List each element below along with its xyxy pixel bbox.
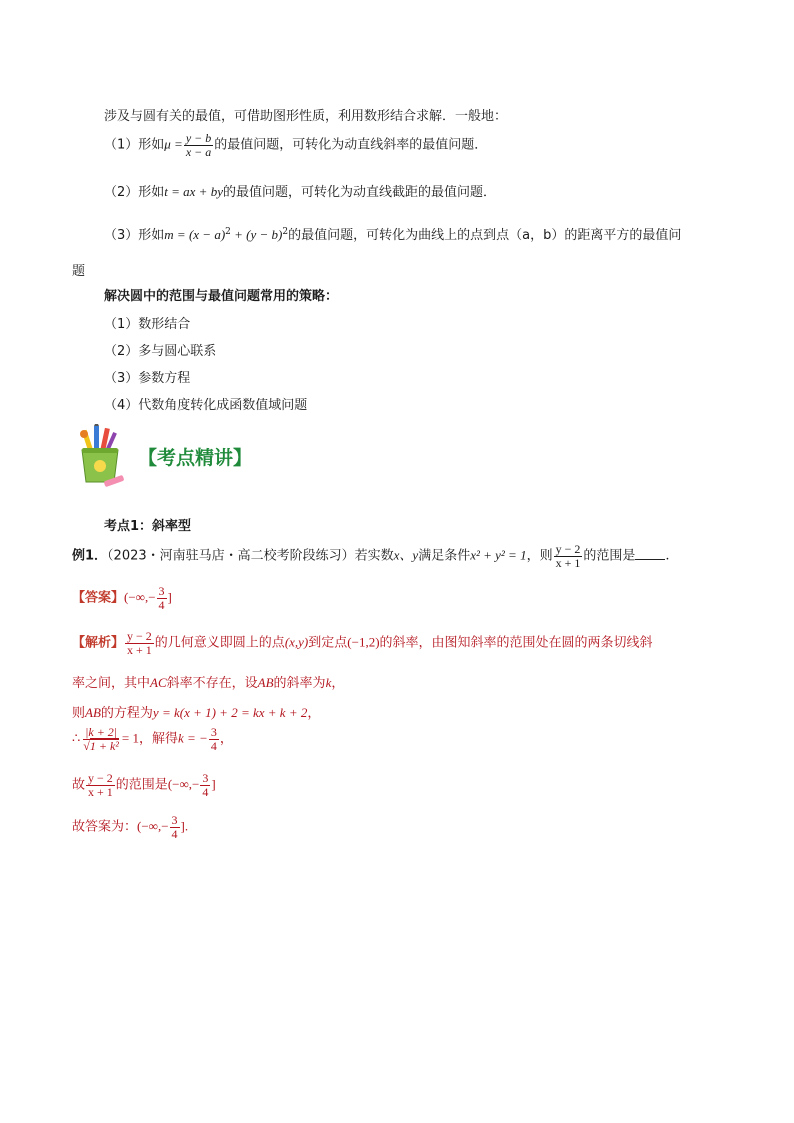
analysis-line-5 (72, 772, 216, 798)
fraction (81, 726, 121, 752)
item-text: 的最值问题，可转化为动直线斜率的最值问题． (214, 137, 488, 153)
section-title: 【考点精讲】 (138, 447, 253, 469)
analysis-line-1 (72, 630, 653, 656)
analysis-line-6 (72, 814, 188, 840)
math-point: (x,y) (284, 634, 309, 650)
sqrt-radicand: 1 + k² (89, 738, 119, 753)
fraction-denominator (81, 740, 121, 753)
analysis-text: 到定点 (308, 635, 348, 651)
fraction-numerator: 3 (158, 584, 165, 598)
analysis-text: ， (331, 676, 345, 691)
example-text: 的范围是 (583, 548, 636, 564)
example-text: ，则 (526, 548, 553, 564)
range-close: ]. (180, 818, 189, 834)
fraction-denominator: 4 (158, 597, 165, 612)
fraction-numerator: 3 (210, 725, 217, 739)
answer-value-close: ] (167, 589, 172, 605)
fraction-numerator: y − 2 (127, 629, 152, 643)
analysis-line-4 (72, 726, 233, 752)
fraction (170, 814, 180, 840)
item-prefix: （1）形如 (104, 137, 165, 153)
analysis-text: 则 (72, 706, 86, 721)
fraction (157, 585, 167, 611)
item-prefix: （3）形如 (104, 228, 165, 243)
example-source: （2023・河南驻马店・高二校考阶段练习）若实数 (107, 548, 394, 564)
fraction (200, 772, 210, 798)
therefore-symbol: ∴ (72, 730, 81, 746)
strategy-heading: 解决圆中的范围与最值问题常用的策略： (104, 289, 339, 304)
analysis-text: ， (307, 706, 321, 721)
kaodian-label: 考点1：斜率型 (104, 519, 192, 534)
fraction-numerator: 3 (171, 813, 178, 827)
analysis-text: 斜率不存在，设 (166, 676, 258, 691)
math-expr: m = (x − a) (164, 227, 226, 242)
analysis-text: 率之间，其中 (72, 676, 151, 691)
analysis-text: ，解得 (139, 731, 179, 747)
intro-line: 涉及与圆有关的最值，可借助图形性质，利用数形结合求解．一般地： (104, 109, 508, 124)
sqrt-symbol: √ (83, 738, 90, 753)
fraction-denominator: x + 1 (555, 555, 581, 570)
fraction-denominator: x + 1 (127, 642, 152, 657)
analysis-text: 的范围是 (115, 777, 168, 793)
analysis-text: 故答案为： (72, 819, 138, 835)
answer-value: (−∞,− (124, 589, 156, 605)
intro-item-3 (104, 224, 681, 243)
analysis-text: 的方程为 (100, 706, 153, 721)
analysis-text: 的斜率，由图知斜率的范围处在圆的两条切线斜 (379, 635, 653, 651)
example-end: . (665, 548, 670, 564)
math-expr-2: + (y − b) (230, 227, 283, 242)
fraction-denominator: 4 (171, 826, 178, 841)
answer-blank (635, 547, 665, 560)
fraction (554, 543, 583, 569)
math-vars: x、y (393, 547, 419, 563)
fraction-denominator: 4 (202, 784, 209, 799)
math-equation: y = k(x + 1) + 2 = kx + k + 2 (152, 705, 308, 720)
fraction-denominator: x + 1 (88, 784, 113, 799)
analysis-tag: 【解析】 (72, 635, 125, 651)
superscript: 2 (282, 227, 289, 237)
intro-item-2 (104, 181, 496, 200)
fraction (184, 132, 213, 158)
range-close: ] (211, 776, 216, 792)
example-1 (72, 543, 670, 569)
item-prefix: （2）形如 (104, 185, 165, 200)
math-seg: AB (257, 675, 274, 690)
item-text: 的最值问题，可转化为动直线截距的最值问题． (222, 185, 496, 200)
fraction-numerator: |k + 2| (85, 725, 118, 739)
item-text: 的最值问题，可转化为曲线上的点到点（a，b）的距离平方的最值问 (288, 228, 682, 243)
pencil-cup-icon (72, 424, 130, 490)
analysis-text: ， (219, 731, 233, 747)
analysis-text: 故 (72, 777, 86, 793)
superscript: 2 (225, 227, 231, 237)
math-seg: AB (85, 705, 101, 720)
intro-item-3-wrap: 题 (72, 264, 86, 279)
fraction (125, 630, 154, 656)
fraction (209, 726, 219, 752)
math-condition: x² + y² = 1 (470, 547, 527, 563)
math-expr: t = ax + by (164, 184, 223, 199)
math-lhs: μ = (164, 136, 183, 152)
example-label: 例1． (72, 548, 108, 564)
answer-tag: 【答案】 (72, 590, 125, 606)
range-value: (−∞,− (167, 776, 200, 792)
analysis-text: 的几何意义即圆上的点 (154, 635, 285, 651)
math-seg: AC (150, 675, 167, 690)
analysis-line-2 (72, 672, 344, 691)
answer-line (72, 585, 172, 611)
fraction-numerator: y − 2 (88, 771, 113, 785)
math-equation: = 1 (121, 730, 139, 746)
analysis-text: 的斜率为 (273, 676, 326, 691)
math-k: k = − (178, 730, 208, 746)
strategy-item: （3）参数方程 (104, 371, 191, 386)
analysis-line-3 (72, 702, 320, 721)
fraction-denominator: 4 (210, 738, 217, 753)
fraction (86, 772, 115, 798)
range-value: (−∞,− (137, 818, 169, 834)
strategy-item: （4）代数角度转化成函数值域问题 (104, 398, 308, 413)
fraction-numerator: 3 (202, 771, 209, 785)
math-point: (−1,2) (347, 634, 380, 650)
strategy-item: （1）数形结合 (104, 317, 191, 332)
strategy-item: （2）多与圆心联系 (104, 344, 217, 359)
fraction-numerator: y − 2 (555, 542, 581, 556)
fraction-denominator: x − a (185, 144, 212, 159)
math-var: k (325, 675, 332, 690)
example-text: 满足条件 (418, 548, 471, 564)
intro-item-1 (104, 132, 487, 158)
fraction-numerator: y − b (185, 131, 212, 145)
